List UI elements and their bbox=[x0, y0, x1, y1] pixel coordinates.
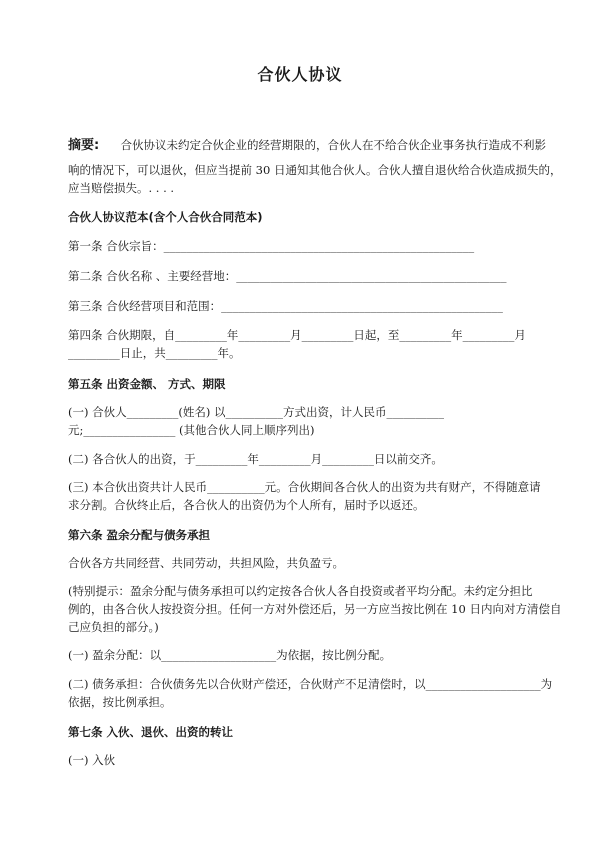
article-5-p2: (二) 各合伙人的出资，于_________年_________月_________日以前交齐。 bbox=[68, 452, 443, 466]
article-4-line-2: _________日止，共_________年。 bbox=[68, 346, 241, 360]
summary-line-2: 响的情况下，可以退伙，但应当提前 30 日通知其他合伙人。合伙人擅自退伙给合伙造成损失的， bbox=[68, 163, 562, 177]
article-7-heading: 第七条 入伙、退伙、出资的转让 bbox=[68, 725, 234, 739]
article-4-line-1: 第四条 合伙期限，自_________年_________月_________日起，至_________年_________月 bbox=[68, 328, 526, 342]
article-5-p1-line-2: 元;________________ (其他合伙人同上顺序列出) bbox=[68, 423, 315, 437]
article-1: 第一条 合伙宗旨：______________________________________________________ bbox=[68, 239, 475, 253]
article-6-p4-line-1: (二) 债务承担：合伙债务先以合伙财产偿还，合伙财产不足清偿时，以____________________为 bbox=[68, 677, 553, 691]
template-heading: 合伙人协议范本(含个人合伙合同范本) bbox=[68, 210, 263, 224]
summary-line-1 bbox=[68, 137, 546, 154]
article-6-p3: (一) 盈余分配：以____________________为依据，按比例分配。 bbox=[68, 648, 392, 662]
article-2: 第二条 合伙名称 、主要经营地：_______________________________________________ bbox=[68, 269, 507, 283]
article-5-heading: 第五条 出资金额、 方式、期限 bbox=[68, 377, 226, 391]
article-5-p3-line-2: 求分割。合伙终止后，各合伙人的出资仍为个人所有，届时予以返还。 bbox=[68, 498, 425, 512]
article-6-p2-line-1: (特别提示：盈余分配与债务承担可以约定按各合伙人各自投资或者平均分配。未约定分担比 bbox=[68, 584, 533, 598]
article-6-p1: 合伙各方共同经营、共同劳动，共担风险，共负盈亏。 bbox=[68, 556, 344, 570]
article-6-p2-line-3: 己应负担的部分。) bbox=[68, 620, 159, 634]
summary-line-3: 应当赔偿损失。. . . . bbox=[68, 181, 175, 195]
summary-text-1: 合伙协议未约定合伙企业的经营期限的，合伙人在不给合伙企业事务执行造成不利影 bbox=[120, 138, 547, 152]
article-5-p1-line-1: (一) 合伙人_________(姓名) 以__________方式出资，计人民币__________ bbox=[68, 405, 445, 419]
article-7-p1: (一) 入伙 bbox=[68, 753, 116, 767]
article-6-p4-line-2: 依据，按比例承担。 bbox=[68, 695, 172, 709]
article-6-p2-line-2: 例的，由各合伙人按投资分担。任何一方对外偿还后，另一方应当按比例在 10 日内向对方清偿自 bbox=[68, 602, 562, 616]
document-title: 合伙人协议 bbox=[257, 65, 343, 84]
article-5-p3-line-1: (三) 本合伙出资共计人民币__________元。合伙期间各合伙人的出资为共有财产，不得随意请 bbox=[68, 480, 541, 494]
article-6-heading: 第六条 盈余分配与债务承担 bbox=[68, 528, 211, 542]
summary-label: 摘要: bbox=[68, 138, 100, 153]
article-3: 第三条 合伙经营项目和范围：_________________________________________________ bbox=[68, 299, 503, 313]
